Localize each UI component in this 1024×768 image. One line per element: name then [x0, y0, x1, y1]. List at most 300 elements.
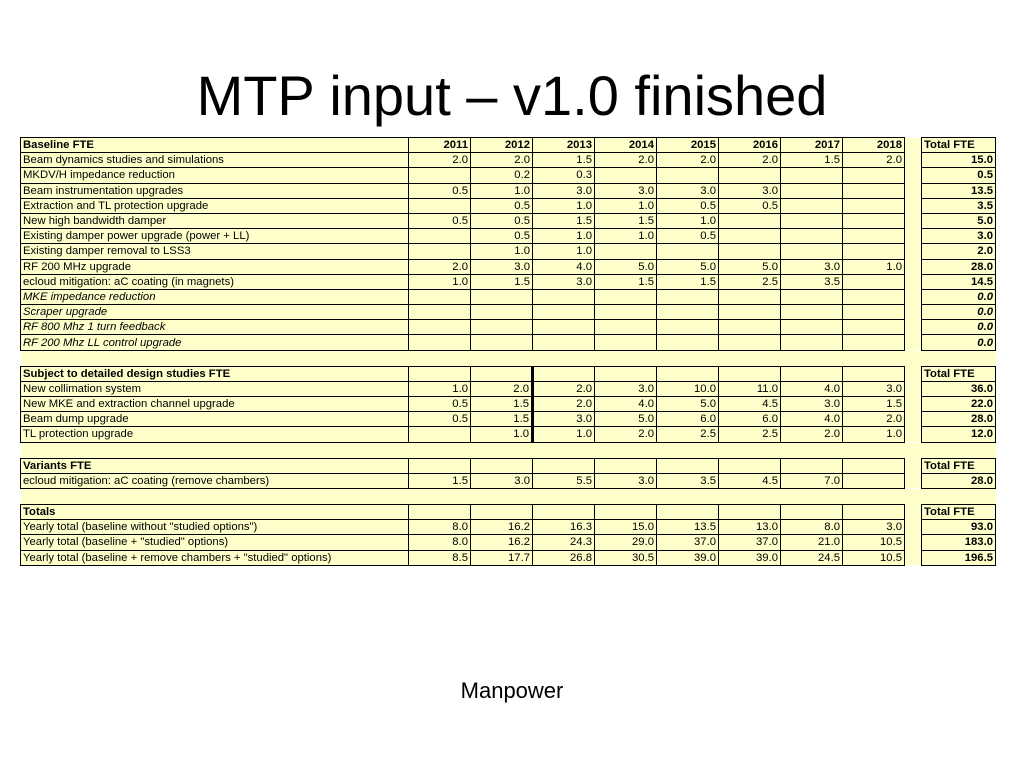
table-row	[21, 473, 996, 488]
year-header-cell	[471, 366, 533, 381]
value-cell: 11.0	[719, 381, 781, 396]
total-cell: 14.5	[922, 274, 996, 289]
section-spacer	[21, 350, 996, 366]
value-cell: 7.0	[781, 473, 843, 488]
value-cell: 10.5	[843, 550, 905, 565]
total-cell: 12.0	[922, 427, 996, 442]
section-heading: Variants FTE	[21, 458, 409, 473]
year-header-cell	[595, 458, 657, 473]
value-cell: 0.5	[471, 213, 533, 228]
value-cell: 1.5	[471, 412, 533, 427]
total-cell: 0.5	[922, 168, 996, 183]
value-cell: 3.0	[595, 183, 657, 198]
total-cell: 28.0	[922, 412, 996, 427]
value-cell	[781, 183, 843, 198]
row-label: MKDV/H impedance reduction	[21, 168, 409, 183]
value-cell	[533, 289, 595, 304]
year-header-cell	[719, 504, 781, 519]
value-cell: 4.0	[595, 397, 657, 412]
table-row	[21, 550, 996, 565]
total-cell: 36.0	[922, 381, 996, 396]
total-header-cell: Total FTE	[922, 458, 996, 473]
year-header-cell	[843, 366, 905, 381]
value-cell	[533, 305, 595, 320]
value-cell: 3.0	[781, 397, 843, 412]
year-header-cell: 2018	[843, 138, 905, 153]
gap-cell	[905, 229, 922, 244]
value-cell	[719, 335, 781, 350]
value-cell: 4.0	[533, 259, 595, 274]
value-cell: 21.0	[781, 535, 843, 550]
value-cell	[657, 305, 719, 320]
value-cell: 0.5	[409, 412, 471, 427]
value-cell: 3.5	[657, 473, 719, 488]
value-cell: 1.0	[595, 198, 657, 213]
row-label: RF 200 MHz upgrade	[21, 259, 409, 274]
row-label: New MKE and extraction channel upgrade	[21, 397, 409, 412]
value-cell: 0.5	[409, 183, 471, 198]
table-row	[21, 198, 996, 213]
table-row	[21, 274, 996, 289]
value-cell	[657, 289, 719, 304]
gap-cell	[905, 335, 922, 350]
year-header-cell	[781, 504, 843, 519]
value-cell: 15.0	[595, 520, 657, 535]
gap-cell	[905, 320, 922, 335]
value-cell: 3.0	[843, 381, 905, 396]
value-cell: 0.2	[471, 168, 533, 183]
value-cell	[781, 213, 843, 228]
table-row	[21, 335, 996, 350]
row-label: Yearly total (baseline + remove chambers + "studied" options)	[21, 550, 409, 565]
row-label: Beam dump upgrade	[21, 412, 409, 427]
value-cell	[781, 320, 843, 335]
table-row	[21, 381, 996, 396]
total-cell: 15.0	[922, 153, 996, 168]
value-cell: 39.0	[719, 550, 781, 565]
value-cell: 3.0	[595, 381, 657, 396]
value-cell: 5.5	[533, 473, 595, 488]
year-header-cell	[409, 366, 471, 381]
gap-cell	[905, 138, 922, 153]
total-cell: 0.0	[922, 335, 996, 350]
value-cell	[843, 289, 905, 304]
total-cell: 183.0	[922, 535, 996, 550]
value-cell: 3.0	[471, 473, 533, 488]
value-cell	[595, 289, 657, 304]
value-cell: 1.5	[595, 213, 657, 228]
value-cell: 1.0	[471, 244, 533, 259]
value-cell	[843, 168, 905, 183]
value-cell: 10.0	[657, 381, 719, 396]
total-header-cell: Total FTE	[922, 366, 996, 381]
value-cell: 5.0	[595, 412, 657, 427]
table-row	[21, 289, 996, 304]
spacer-cell	[21, 488, 996, 504]
value-cell: 5.0	[595, 259, 657, 274]
value-cell: 0.5	[657, 229, 719, 244]
total-cell: 3.0	[922, 229, 996, 244]
total-cell: 28.0	[922, 473, 996, 488]
gap-cell	[905, 473, 922, 488]
value-cell: 3.0	[657, 183, 719, 198]
value-cell: 2.0	[533, 397, 595, 412]
value-cell: 4.5	[719, 473, 781, 488]
value-cell: 16.3	[533, 520, 595, 535]
row-label: ecloud mitigation: aC coating (remove chambers)	[21, 473, 409, 488]
value-cell	[781, 168, 843, 183]
table-row	[21, 535, 996, 550]
value-cell	[471, 320, 533, 335]
section-heading: Subject to detailed design studies FTE	[21, 366, 409, 381]
fte-table	[20, 137, 996, 566]
value-cell: 3.0	[533, 183, 595, 198]
value-cell	[719, 244, 781, 259]
row-label: Yearly total (baseline without "studied options")	[21, 520, 409, 535]
gap-cell	[905, 550, 922, 565]
value-cell: 5.0	[657, 259, 719, 274]
value-cell: 2.0	[533, 381, 595, 396]
value-cell	[409, 198, 471, 213]
value-cell	[409, 335, 471, 350]
total-cell: 2.0	[922, 244, 996, 259]
value-cell	[409, 305, 471, 320]
table-row	[21, 183, 996, 198]
value-cell: 5.0	[657, 397, 719, 412]
table-row	[21, 244, 996, 259]
value-cell: 1.0	[533, 229, 595, 244]
value-cell	[843, 183, 905, 198]
gap-cell	[905, 213, 922, 228]
value-cell: 24.3	[533, 535, 595, 550]
value-cell: 2.0	[409, 259, 471, 274]
year-header-cell	[657, 504, 719, 519]
year-header-cell	[595, 366, 657, 381]
value-cell: 4.0	[781, 381, 843, 396]
value-cell	[719, 289, 781, 304]
value-cell: 1.5	[843, 397, 905, 412]
year-header-cell	[843, 458, 905, 473]
gap-cell	[905, 305, 922, 320]
total-cell: 0.0	[922, 289, 996, 304]
gap-cell	[905, 520, 922, 535]
section-header-row	[21, 366, 996, 381]
value-cell: 3.0	[471, 259, 533, 274]
year-header-cell	[471, 504, 533, 519]
row-label: MKE impedance reduction	[21, 289, 409, 304]
value-cell: 3.0	[843, 520, 905, 535]
gap-cell	[905, 168, 922, 183]
value-cell: 2.5	[719, 274, 781, 289]
year-header-cell	[533, 366, 595, 381]
value-cell: 2.0	[595, 153, 657, 168]
value-cell: 1.5	[471, 397, 533, 412]
value-cell	[781, 198, 843, 213]
gap-cell	[905, 289, 922, 304]
value-cell	[657, 168, 719, 183]
value-cell: 0.5	[471, 198, 533, 213]
total-header-cell: Total FTE	[922, 504, 996, 519]
value-cell	[595, 244, 657, 259]
value-cell	[657, 244, 719, 259]
gap-cell	[905, 427, 922, 442]
table-row	[21, 213, 996, 228]
gap-cell	[905, 397, 922, 412]
row-label: Scraper upgrade	[21, 305, 409, 320]
total-cell: 196.5	[922, 550, 996, 565]
value-cell: 2.0	[843, 412, 905, 427]
value-cell: 2.0	[843, 153, 905, 168]
value-cell	[533, 335, 595, 350]
row-label: Yearly total (baseline + "studied" options)	[21, 535, 409, 550]
row-label: Existing damper power upgrade (power + LL)	[21, 229, 409, 244]
row-label: RF 200 Mhz LL control upgrade	[21, 335, 409, 350]
value-cell: 6.0	[657, 412, 719, 427]
section-heading: Baseline FTE	[21, 138, 409, 153]
value-cell: 5.0	[719, 259, 781, 274]
value-cell: 13.5	[657, 520, 719, 535]
gap-cell	[905, 244, 922, 259]
row-label: Beam instrumentation upgrades	[21, 183, 409, 198]
value-cell: 1.0	[409, 381, 471, 396]
value-cell: 1.0	[409, 274, 471, 289]
year-header-cell	[657, 458, 719, 473]
value-cell: 2.5	[719, 427, 781, 442]
row-label: TL protection upgrade	[21, 427, 409, 442]
section-header-row	[21, 138, 996, 153]
section-header-row	[21, 504, 996, 519]
year-header-cell	[657, 366, 719, 381]
value-cell: 1.0	[533, 198, 595, 213]
value-cell	[719, 320, 781, 335]
value-cell: 1.5	[533, 153, 595, 168]
value-cell	[781, 229, 843, 244]
value-cell: 37.0	[657, 535, 719, 550]
value-cell: 3.0	[533, 412, 595, 427]
value-cell: 2.0	[657, 153, 719, 168]
value-cell: 3.0	[533, 274, 595, 289]
year-header-cell: 2011	[409, 138, 471, 153]
year-header-cell	[781, 458, 843, 473]
row-label: RF 800 Mhz 1 turn feedback	[21, 320, 409, 335]
value-cell: 8.5	[409, 550, 471, 565]
value-cell: 1.5	[781, 153, 843, 168]
value-cell: 16.2	[471, 535, 533, 550]
value-cell	[719, 168, 781, 183]
total-cell: 22.0	[922, 397, 996, 412]
value-cell	[781, 335, 843, 350]
value-cell	[471, 289, 533, 304]
row-label: New high bandwidth damper	[21, 213, 409, 228]
table-row	[21, 397, 996, 412]
year-header-cell	[409, 504, 471, 519]
value-cell: 1.0	[595, 229, 657, 244]
year-header-cell: 2013	[533, 138, 595, 153]
year-header-cell	[533, 458, 595, 473]
gap-cell	[905, 535, 922, 550]
value-cell: 1.5	[657, 274, 719, 289]
slide-title: MTP input – v1.0 finished	[196, 64, 828, 127]
value-cell: 8.0	[781, 520, 843, 535]
value-cell: 3.5	[781, 274, 843, 289]
year-header-cell	[719, 366, 781, 381]
value-cell	[781, 305, 843, 320]
year-header-cell: 2015	[657, 138, 719, 153]
value-cell: 0.5	[657, 198, 719, 213]
table-row	[21, 153, 996, 168]
value-cell: 2.0	[409, 153, 471, 168]
gap-cell	[905, 412, 922, 427]
fte-table-body	[21, 138, 996, 566]
year-header-cell	[781, 366, 843, 381]
value-cell	[409, 229, 471, 244]
value-cell	[657, 335, 719, 350]
value-cell: 0.5	[719, 198, 781, 213]
gap-cell	[905, 198, 922, 213]
table-row	[21, 412, 996, 427]
value-cell	[719, 229, 781, 244]
table-row	[21, 520, 996, 535]
value-cell: 1.5	[471, 274, 533, 289]
section-heading: Totals	[21, 504, 409, 519]
gap-cell	[905, 458, 922, 473]
year-header-cell: 2017	[781, 138, 843, 153]
gap-cell	[905, 381, 922, 396]
table-row	[21, 320, 996, 335]
total-cell: 93.0	[922, 520, 996, 535]
table-row	[21, 168, 996, 183]
year-header-cell: 2016	[719, 138, 781, 153]
slide-footer: Manpower	[460, 678, 564, 703]
value-cell: 1.0	[533, 427, 595, 442]
value-cell	[533, 320, 595, 335]
table-row	[21, 259, 996, 274]
value-cell	[409, 320, 471, 335]
table-row	[21, 229, 996, 244]
table-row	[21, 305, 996, 320]
value-cell	[471, 305, 533, 320]
value-cell: 30.5	[595, 550, 657, 565]
value-cell: 8.0	[409, 520, 471, 535]
row-label: New collimation system	[21, 381, 409, 396]
value-cell	[781, 244, 843, 259]
value-cell: 16.2	[471, 520, 533, 535]
gap-cell	[905, 504, 922, 519]
value-cell	[595, 335, 657, 350]
value-cell	[409, 244, 471, 259]
value-cell: 2.0	[781, 427, 843, 442]
value-cell: 0.5	[409, 213, 471, 228]
year-header-cell	[409, 458, 471, 473]
value-cell	[595, 168, 657, 183]
value-cell: 1.0	[471, 427, 533, 442]
section-header-row	[21, 458, 996, 473]
value-cell	[719, 305, 781, 320]
value-cell: 2.0	[719, 153, 781, 168]
value-cell	[781, 289, 843, 304]
value-cell	[843, 274, 905, 289]
gap-cell	[905, 183, 922, 198]
value-cell: 8.0	[409, 535, 471, 550]
value-cell: 0.3	[533, 168, 595, 183]
year-header-cell	[471, 458, 533, 473]
value-cell: 1.0	[533, 244, 595, 259]
value-cell	[843, 244, 905, 259]
value-cell: 1.5	[595, 274, 657, 289]
value-cell	[843, 198, 905, 213]
value-cell: 3.0	[781, 259, 843, 274]
value-cell: 1.0	[657, 213, 719, 228]
value-cell: 4.0	[781, 412, 843, 427]
value-cell	[843, 473, 905, 488]
value-cell	[595, 320, 657, 335]
spacer-cell	[21, 350, 996, 366]
value-cell: 13.0	[719, 520, 781, 535]
value-cell: 6.0	[719, 412, 781, 427]
value-cell	[409, 168, 471, 183]
value-cell	[471, 335, 533, 350]
year-header-cell: 2014	[595, 138, 657, 153]
row-label: Extraction and TL protection upgrade	[21, 198, 409, 213]
value-cell: 0.5	[409, 397, 471, 412]
value-cell: 2.0	[471, 381, 533, 396]
value-cell: 17.7	[471, 550, 533, 565]
value-cell: 1.5	[533, 213, 595, 228]
value-cell	[657, 320, 719, 335]
row-label: ecloud mitigation: aC coating (in magnets)	[21, 274, 409, 289]
year-header-cell	[595, 504, 657, 519]
value-cell: 1.5	[409, 473, 471, 488]
value-cell: 3.0	[719, 183, 781, 198]
value-cell	[843, 320, 905, 335]
section-spacer	[21, 488, 996, 504]
value-cell: 3.0	[595, 473, 657, 488]
section-spacer	[21, 442, 996, 458]
total-cell: 0.0	[922, 320, 996, 335]
total-header-cell: Total FTE	[922, 138, 996, 153]
value-cell: 1.0	[471, 183, 533, 198]
spacer-cell	[21, 442, 996, 458]
row-label: Beam dynamics studies and simulations	[21, 153, 409, 168]
value-cell: 26.8	[533, 550, 595, 565]
total-cell: 3.5	[922, 198, 996, 213]
year-header-cell	[843, 504, 905, 519]
value-cell: 4.5	[719, 397, 781, 412]
value-cell: 1.0	[843, 259, 905, 274]
gap-cell	[905, 274, 922, 289]
value-cell: 2.0	[471, 153, 533, 168]
table-row	[21, 427, 996, 442]
total-cell: 13.5	[922, 183, 996, 198]
value-cell	[409, 289, 471, 304]
value-cell: 2.0	[595, 427, 657, 442]
value-cell: 0.5	[471, 229, 533, 244]
row-label: Existing damper removal to LSS3	[21, 244, 409, 259]
value-cell: 24.5	[781, 550, 843, 565]
value-cell	[719, 213, 781, 228]
total-cell: 28.0	[922, 259, 996, 274]
gap-cell	[905, 153, 922, 168]
value-cell	[409, 427, 471, 442]
year-header-cell	[719, 458, 781, 473]
total-cell: 0.0	[922, 305, 996, 320]
value-cell	[595, 305, 657, 320]
value-cell	[843, 213, 905, 228]
value-cell	[843, 229, 905, 244]
value-cell: 39.0	[657, 550, 719, 565]
value-cell: 10.5	[843, 535, 905, 550]
total-cell: 5.0	[922, 213, 996, 228]
